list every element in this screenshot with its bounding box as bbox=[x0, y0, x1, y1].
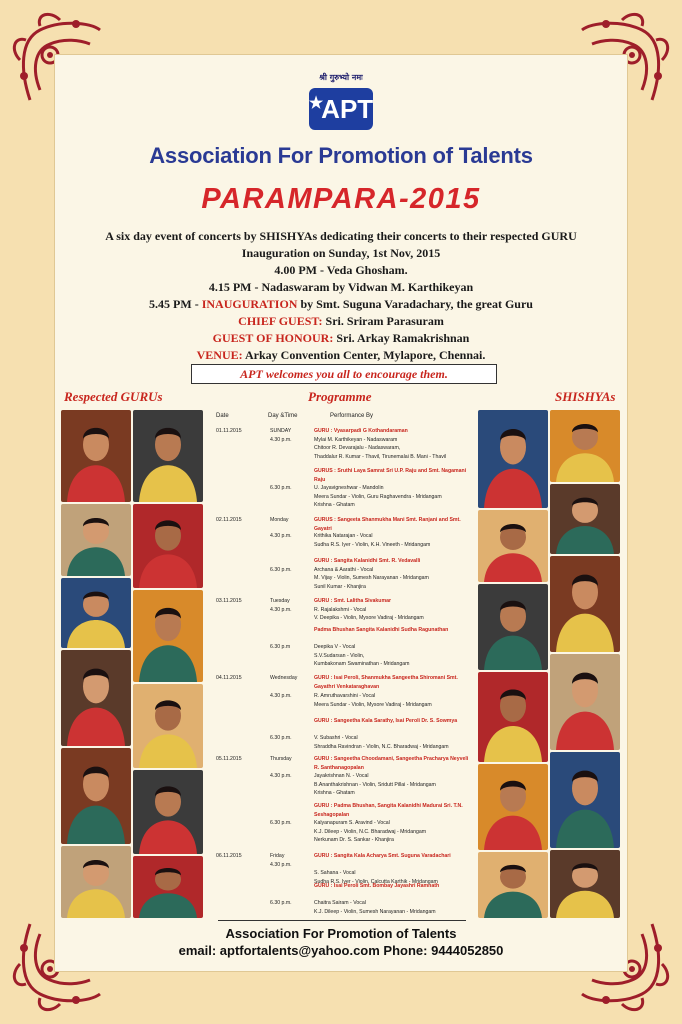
venue-name: Arkay Convention Center, Mylapore, Chennai. bbox=[242, 348, 486, 362]
row-guru: GURU : Sangita Kala Acharya Smt. Suguna Varadachari bbox=[314, 853, 451, 859]
chief-guest-label: CHIEF GUEST: bbox=[238, 314, 323, 328]
intro-line-5 bbox=[0, 297, 682, 312]
portrait-photo bbox=[61, 410, 131, 502]
row-time: 4.30 p.m. bbox=[270, 693, 292, 699]
row-performer: Shraddha Ravindran - Violin, N.C. Bharadwaj - Mridangam bbox=[314, 743, 449, 750]
row-day: Monday bbox=[270, 517, 289, 523]
inauguration-label: INAUGURATION bbox=[201, 297, 298, 311]
row-time: 6.30 p.m. bbox=[270, 485, 292, 491]
intro-line-3: 4.00 PM - Veda Ghosham. bbox=[274, 263, 408, 277]
row-date: 01.11.2015 bbox=[216, 428, 242, 434]
honour-label: GUEST OF HONOUR: bbox=[212, 331, 334, 345]
row-performer: Archana & Aarathi - Vocal bbox=[314, 566, 374, 573]
daytime-column-header: Day &Time bbox=[268, 413, 298, 419]
row-performer: V. Deepika - Violin, Mysore Vadiraj - Mridangam bbox=[314, 615, 424, 622]
row-performer: Meera Sundar - Violin, Mysore Vadiraj - Mridangam bbox=[314, 701, 432, 708]
row-guru: GURUS : Sangeeta Shanmukha Mani Smt. Ranjani and Smt. Gayatri bbox=[314, 517, 461, 532]
star-icon: ★ bbox=[308, 95, 324, 112]
portrait-photo bbox=[550, 556, 620, 652]
inauguration-time: 5.45 PM - bbox=[149, 297, 202, 311]
intro-line-4: 4.15 PM - Nadaswaram by Vidwan M. Karthikeyan bbox=[208, 280, 474, 294]
portrait-photo bbox=[550, 850, 620, 918]
intro-line-1: A six day event of concerts by SHISHYAs dedicating their concerts to their respected GURU bbox=[105, 229, 577, 243]
row-time: 4.30 p.m. bbox=[270, 773, 292, 779]
row-day: SUNDAY bbox=[270, 428, 292, 434]
row-performer: K.J. Dileep - Violin, N.C. Bharadwaj - Mridangam bbox=[314, 828, 427, 835]
row-day: Friday bbox=[270, 853, 285, 859]
row-performer: Nerkunam Dr. S. Sankar - Khanjira bbox=[314, 837, 394, 844]
row-day: Wednesday bbox=[270, 675, 298, 681]
row-performer: K.J. Dileep - Violin, Sumesh Narayanan - Mridangam bbox=[314, 908, 436, 915]
row-time: 4.30 p.m. bbox=[270, 436, 292, 443]
portrait-photo bbox=[478, 510, 548, 582]
gurus-heading: Respected GURUs bbox=[64, 389, 163, 404]
programme-heading: Programme bbox=[308, 389, 372, 404]
row-time: 6.30 p.m. bbox=[270, 735, 292, 741]
row-performer: Mylai M. Karthikeyan - Nadaswaram bbox=[314, 436, 398, 443]
row-guru: GURUS : Sruthi Laya Samrat Sri U.P. Raju and Smt. Nagamani Raju bbox=[314, 468, 467, 483]
row-guru: GURU : Isai Peroli Smt. Bombay Jayashri Ramnath bbox=[314, 883, 440, 889]
row-date: 05.11.2015 bbox=[216, 756, 242, 762]
portrait-photo bbox=[478, 764, 548, 850]
row-performer: B.Ananthakrishnan - Violin, Sridutt Pillai - Mridangam bbox=[314, 781, 436, 788]
honour-name: Sri. Arkay Ramakrishnan bbox=[333, 331, 470, 345]
row-guru: GURU : Sangeetha Kala Sarathy, Isai Peroli Dr. S. Sowmya bbox=[314, 718, 458, 724]
row-performer: Deepika V - Vocal bbox=[314, 644, 356, 650]
portrait-photo bbox=[133, 590, 203, 682]
row-performer: S.V.Sudarsan - Violin, bbox=[314, 652, 365, 659]
portrait-photo bbox=[61, 748, 131, 844]
portrait-photo bbox=[478, 410, 548, 508]
row-guru: Padma Bhushan Sangita Kalanidhi Sudha Ragunathan bbox=[314, 627, 449, 633]
portrait-photo bbox=[61, 650, 131, 746]
intro-line-2: Inauguration on Sunday, 1st Nov, 2015 bbox=[241, 246, 441, 260]
row-performer: Krithika Natarajan - Vocal bbox=[314, 533, 373, 539]
portrait-photo bbox=[550, 752, 620, 848]
row-time: 6.30 p.m. bbox=[270, 900, 292, 906]
portrait-photo bbox=[478, 584, 548, 670]
row-guru: GURU : Sangita Kalanidhi Smt. R. Vedavalli bbox=[314, 558, 421, 564]
row-guru: GURU : Padma Bhushan, Sangita Kalanidhi Madurai Sri. T.N. Seshagopalan bbox=[314, 803, 463, 818]
row-day: Thursday bbox=[270, 756, 292, 762]
row-time: 6.30 p.m. bbox=[270, 820, 292, 826]
portrait-photo bbox=[133, 770, 203, 854]
row-performer: Sudha R.S. Iyer - Violin, K.H. Vineeth - Mridangam bbox=[314, 541, 431, 548]
portrait-photo bbox=[550, 410, 620, 482]
row-performer: Chitoor R. Devarajalu - Nadaswaram, bbox=[314, 445, 401, 452]
portrait-photo bbox=[133, 410, 203, 502]
row-time: 4.30 p.m. bbox=[270, 606, 292, 613]
row-time: 4.30 p.m. bbox=[270, 861, 292, 868]
event-title: PARAMPARA-2015 bbox=[201, 183, 481, 215]
guest-of-honour-line bbox=[0, 331, 682, 346]
row-time: 6.30 p.m. bbox=[270, 566, 292, 573]
shishyas-heading: SHISHYAs bbox=[555, 389, 616, 404]
row-date: 02.11.2015 bbox=[216, 517, 242, 523]
row-guru: GURU : Vyasarpadi G Kothandaraman bbox=[314, 428, 408, 434]
row-date: 04.11.2015 bbox=[216, 675, 242, 681]
footer-org: Association For Promotion of Talents bbox=[225, 926, 457, 941]
row-performer: S. Sahana - Vocal bbox=[314, 870, 356, 876]
row-guru: GURU : Isai Peroli, Shanmukha Sangeetha Shiromani Smt. Gayathri Venkataraghavan bbox=[314, 675, 458, 690]
row-performer: Krishna - Ghatam bbox=[314, 790, 355, 797]
invocation-text: श्री गुरुभ्यो नमः bbox=[319, 73, 363, 82]
chief-guest-name: Sri. Sriram Parasuram bbox=[322, 314, 444, 328]
row-performer: Chaitra Sairam - Vocal bbox=[314, 900, 366, 906]
row-performer: Jayakrishnan N. - Vocal bbox=[314, 773, 369, 779]
footer-divider bbox=[218, 920, 466, 921]
portrait-photo bbox=[478, 852, 548, 918]
row-performer: Meera Sundar - Violin, Guru Raghavendra - Mridangam bbox=[314, 493, 442, 500]
row-performer: Thaddalur R. Kumar - Thavil, Tirunemalai B. Mani - Thavil bbox=[314, 453, 447, 460]
portrait-photo bbox=[61, 578, 131, 648]
footer-contact: email: aptfortalents@yahoo.com Phone: 9444052850 bbox=[178, 943, 504, 958]
portrait-photo bbox=[478, 672, 548, 762]
row-performer: Kumbakonam Swaminathan - Mridangam bbox=[314, 661, 410, 668]
logo-text: APT bbox=[321, 93, 374, 124]
inauguration-detail: by Smt. Suguna Varadachary, the great Guru bbox=[297, 297, 533, 311]
performer-column-header: Performance By bbox=[330, 413, 374, 419]
row-guru: GURU : Sangeetha Choodamani, Sangeetha Pracharya Neyveli R. Santhanagopalan bbox=[314, 756, 469, 771]
row-day: Tuesday bbox=[270, 598, 290, 604]
portrait-photo bbox=[133, 856, 203, 918]
row-performer: U. Jayavigneshwar - Mandolin bbox=[314, 485, 384, 491]
portrait-photo bbox=[133, 684, 203, 768]
venue-label: VENUE: bbox=[196, 348, 243, 362]
row-performer: V. Subashri - Vocal bbox=[314, 735, 358, 741]
date-column-header: Date bbox=[216, 413, 229, 419]
row-guru: GURU : Smt. Lalitha Sivakumar bbox=[314, 598, 391, 604]
portrait-photo bbox=[61, 846, 131, 918]
row-performer: R. Amruthavarshini - Vocal bbox=[314, 693, 376, 699]
portrait-photo bbox=[550, 654, 620, 750]
portrait-photo bbox=[550, 484, 620, 554]
org-title: Association For Promotion of Talents bbox=[149, 143, 533, 168]
row-performer: Kalyanapuram S. Aravind - Vocal bbox=[314, 820, 390, 826]
row-performer: M. Vijay - Violin, Sumesh Narayanan - Mridangam bbox=[314, 575, 429, 582]
row-time: 4.30 p.m. bbox=[270, 533, 292, 539]
row-date: 03.11.2015 bbox=[216, 598, 242, 604]
apt-logo bbox=[309, 88, 373, 130]
portrait-photo bbox=[61, 504, 131, 576]
row-performer: Sudha R.S. Iyer - Violin, Calcutta Karthik - Mridangam bbox=[314, 878, 438, 885]
row-date: 06.11.2015 bbox=[216, 853, 242, 859]
venue-line bbox=[0, 348, 682, 363]
chief-guest-line bbox=[0, 314, 682, 329]
welcome-box: APT welcomes you all to encourage them. bbox=[191, 364, 497, 384]
row-performer: Krishna - Ghatam bbox=[314, 502, 355, 509]
portrait-photo bbox=[133, 504, 203, 588]
row-performer: R. Rajalakshmi - Vocal bbox=[314, 606, 367, 613]
row-time: 6.30 p.m bbox=[270, 644, 291, 650]
row-performer: Sunil Kumar - Khanjira bbox=[314, 583, 366, 590]
